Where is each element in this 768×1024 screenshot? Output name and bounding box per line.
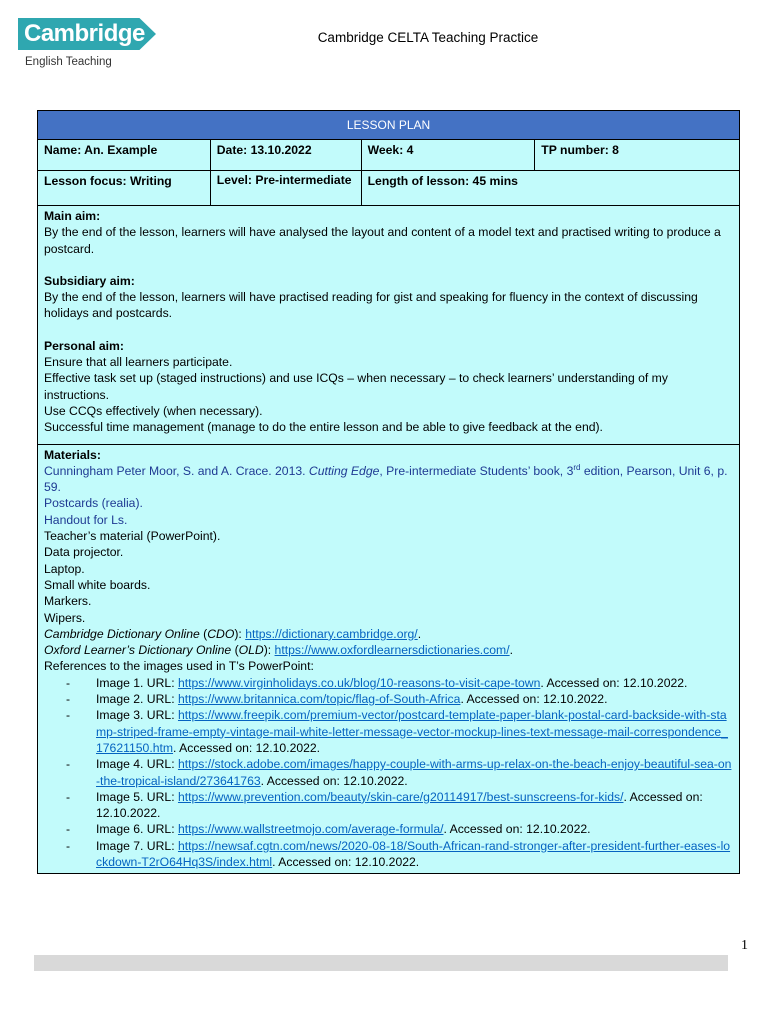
- old-name: Oxford Learner’s Dictionary Online: [44, 643, 232, 658]
- image-accessed: . Accessed on: 12.10.2022.: [96, 789, 703, 821]
- book-authors: Cunningham Peter Moor, S. and A. Crace. 2013.: [44, 463, 309, 478]
- image-reference-item: [96, 691, 733, 707]
- cdo-link[interactable]: https://dictionary.cambridge.org/: [245, 626, 418, 641]
- aims-cell: [38, 206, 740, 445]
- image-reference-list: [44, 675, 733, 871]
- coursebook-reference: [44, 463, 733, 496]
- personal-aim-item: Ensure that all learners participate.: [44, 355, 233, 370]
- logo-subtitle: English Teaching: [25, 56, 112, 68]
- date-cell: Date: 13.10.2022: [210, 140, 361, 171]
- lesson-plan-table: [37, 110, 740, 874]
- subsidiary-aim-text: By the end of the lesson, learners will have practised reading for gist and speaking for fluency in the context of discussing holidays and postcards.: [44, 290, 698, 321]
- image-url-link[interactable]: https://www.virginholidays.co.uk/blog/10-reasons-to-visit-cape-town: [177, 675, 541, 690]
- cambridge-logo: [18, 18, 156, 72]
- old-abbr: OLD: [238, 643, 264, 658]
- page-header-title: Cambridge CELTA Teaching Practice: [317, 30, 539, 45]
- logo-wordmark: Cambridge: [24, 20, 145, 47]
- book-title: Cutting Edge: [308, 463, 380, 478]
- personal-aim-item: Successful time management (manage to do the entire lesson and be able to give feedback at the end).: [44, 420, 603, 435]
- main-aim-label: Main aim:: [44, 209, 101, 223]
- image-label: Image 4. URL:: [96, 757, 178, 772]
- image-accessed: . Accessed on: 12.10.2022.: [272, 854, 420, 869]
- material-item: Data projector.: [44, 545, 124, 560]
- image-reference-item: [96, 756, 733, 789]
- page-number: 1: [741, 938, 748, 953]
- tp-number-cell: TP number: 8: [535, 140, 740, 171]
- image-accessed: . Accessed on: 12.10.2022.: [540, 675, 688, 690]
- material-item: Markers.: [44, 594, 92, 609]
- book-details-end: edition, Pearson, Unit 6, p. 59.: [44, 463, 728, 495]
- image-label: Image 2. URL:: [96, 692, 178, 707]
- personal-aim-label: Personal aim:: [44, 338, 124, 353]
- material-item: Handout for Ls.: [44, 512, 128, 527]
- level-cell: Level: Pre-intermediate: [210, 171, 361, 206]
- material-item: Small white boards.: [44, 577, 151, 592]
- image-accessed: . Accessed on: 12.10.2022.: [460, 692, 608, 707]
- material-item: Postcards (realia).: [44, 496, 143, 511]
- personal-aim-item: Effective task set up (staged instructions) and use ICQs – when necessary – to check learners’ understanding of my instructions.: [44, 371, 668, 402]
- material-item: Teacher’s material (PowerPoint).: [44, 529, 221, 544]
- image-label: Image 5. URL:: [96, 789, 178, 804]
- image-url-link[interactable]: https://stock.adobe.com/images/happy-couple-with-arms-up-relax-on-the-beach-enjoy-beautiful-sea-on-the-tropical-island/273641763: [96, 757, 732, 788]
- image-accessed: . Accessed on: 12.10.2022.: [173, 740, 321, 755]
- lesson-focus-cell: Lesson focus: Writing: [38, 171, 211, 206]
- materials-cell: [38, 444, 740, 874]
- image-reference-item: [96, 707, 733, 756]
- lesson-plan-heading: LESSON PLAN: [38, 111, 740, 140]
- material-item: Laptop.: [44, 561, 85, 576]
- image-url-link[interactable]: https://www.freepik.com/premium-vector/postcard-template-paper-blank-postal-card-backside-with-stamp-striped-frame-empty-vintage-mail-white-letter-message-vector-mockup-lines-text-message-mail-correspondence_17621150.htm: [96, 708, 728, 755]
- lesson-length-cell: Length of lesson: 45 mins: [361, 171, 739, 206]
- personal-aim-item: Use CCQs effectively (when necessary).: [44, 403, 263, 418]
- week-cell: Week: 4: [361, 140, 535, 171]
- image-url-link[interactable]: https://newsaf.cgtn.com/news/2020-08-18/South-African-rand-stronger-after-president-further-eases-lockdown-T2rO64Hq3S/index.html: [96, 838, 731, 869]
- image-reference-item: [96, 789, 733, 822]
- cdo-name: Cambridge Dictionary Online: [44, 626, 200, 641]
- image-url-link[interactable]: https://www.britannica.com/topic/flag-of-South-Africa: [177, 692, 461, 707]
- book-edition-sup: rd: [573, 462, 581, 472]
- material-item: Wipers.: [44, 610, 86, 625]
- cdo-abbr: CDO: [207, 626, 235, 641]
- name-cell: Name: An. Example: [38, 140, 211, 171]
- image-accessed: . Accessed on: 12.10.2022.: [260, 773, 408, 788]
- footer-bar: [34, 955, 728, 971]
- cdo-reference: Cambridge Dictionary Online (CDO): https://dictionary.cambridge.org/.: [44, 626, 422, 641]
- old-reference: Oxford Learner’s Dictionary Online (OLD): https://www.oxfordlearnersdictionaries.com/.: [44, 643, 513, 658]
- image-label: Image 3. URL:: [96, 708, 178, 723]
- old-link[interactable]: https://www.oxfordlearnersdictionaries.com/: [274, 643, 510, 658]
- main-aim-text: By the end of the lesson, learners will have analysed the layout and content of a model text and practised writing to produce a postcard.: [44, 225, 721, 256]
- subsidiary-aim-label: Subsidiary aim:: [44, 273, 135, 288]
- image-url-link[interactable]: https://www.wallstreetmojo.com/average-formula/: [177, 822, 444, 837]
- image-references-label: References to the images used in T’s PowerPoint:: [44, 659, 314, 674]
- image-label: Image 6. URL:: [96, 822, 178, 837]
- image-reference-item: [96, 821, 733, 837]
- image-reference-item: [96, 838, 733, 871]
- image-accessed: . Accessed on: 12.10.2022.: [443, 822, 591, 837]
- image-label: Image 7. URL:: [96, 838, 178, 853]
- image-reference-item: [96, 675, 733, 691]
- materials-label: Materials:: [44, 447, 101, 462]
- book-details: , Pre-intermediate Students’ book, 3: [379, 463, 574, 478]
- image-url-link[interactable]: https://www.prevention.com/beauty/skin-care/g20114917/best-sunscreens-for-kids/: [177, 789, 624, 804]
- image-label: Image 1. URL:: [96, 675, 178, 690]
